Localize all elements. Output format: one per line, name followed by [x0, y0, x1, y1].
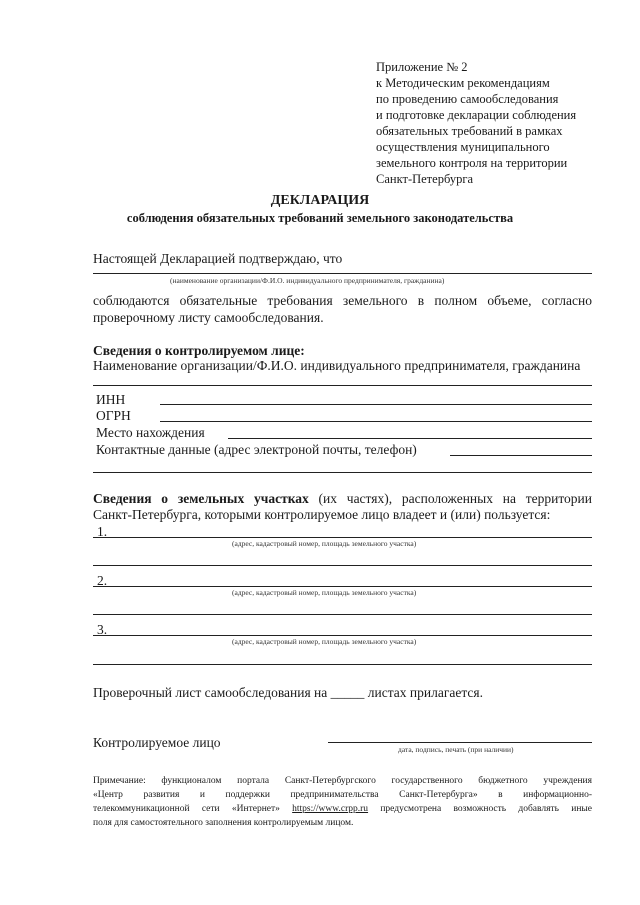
document-subtitle: соблюдения обязательных требований земельного законодательства	[126, 211, 514, 225]
ogrn-label: ОГРН	[96, 408, 131, 423]
note-word: Санкт-Петербурга»	[399, 790, 478, 800]
appendix-line: к Методическим рекомендациям	[376, 76, 550, 90]
note-word: информационно-	[523, 790, 592, 800]
plots-heading-rest: (их частях), расположенных на территории	[318, 491, 592, 506]
note-word: в	[498, 790, 503, 800]
signature-label: Контролируемое лицо	[93, 735, 221, 750]
checklist-text: Проверочный лист самообследования на _____ листах прилагается.	[93, 685, 483, 700]
controlled-name-line[interactable]	[93, 385, 592, 386]
note-block	[93, 774, 592, 830]
plot-number: 1.	[97, 524, 108, 539]
signature-line[interactable]	[328, 742, 592, 743]
note-line-3-before: телекоммуникационной сети «Интернет»	[93, 804, 280, 814]
org-name-caption: (наименование организации/Ф.И.О. индивидуального предпринимателя, гражданина)	[170, 276, 445, 285]
compliance-line-1: соблюдаются обязательные требования земельного в полном объеме, согласно	[93, 293, 592, 308]
appendix-line: по проведению самообследования	[376, 92, 559, 106]
location-line[interactable]	[228, 438, 592, 439]
plot-3-line-2[interactable]	[93, 664, 592, 665]
inn-line[interactable]	[160, 404, 592, 405]
contacts-line[interactable]	[450, 455, 592, 456]
document-title: ДЕКЛАРАЦИЯ	[270, 193, 370, 208]
note-line-1: Примечание: функционалом портала Санкт-Петербургского государственного бюджетного учреждения	[93, 776, 592, 786]
plot-number: 2.	[97, 573, 108, 588]
location-label: Место нахождения	[96, 425, 205, 440]
controlled-heading: Сведения о контролируемом лице:	[93, 343, 305, 358]
plots-heading-bold: Сведения о земельных участках	[93, 491, 309, 506]
note-word: и	[199, 790, 205, 800]
org-name-line[interactable]	[93, 273, 592, 274]
signature-caption: дата, подпись, печать (при наличии)	[398, 745, 514, 754]
plot-2-caption: (адрес, кадастровый номер, площадь земельного участка)	[232, 588, 417, 597]
crpp-link[interactable]: https://www.crpp.ru	[292, 804, 369, 814]
appendix-block	[376, 59, 576, 187]
appendix-line: обязательных требований в рамках	[376, 124, 563, 138]
inn-label: ИНН	[96, 392, 126, 407]
plot-1-caption: (адрес, кадастровый номер, площадь земельного участка)	[232, 539, 417, 548]
plot-3-caption: (адрес, кадастровый номер, площадь земельного участка)	[232, 637, 417, 646]
plot-2-line[interactable]	[93, 586, 592, 587]
note-word: поддержки	[225, 790, 270, 800]
plots-heading-line-2: Санкт-Петербурга, которыми контролируемое лицо владеет и (или) пользуется:	[93, 507, 551, 522]
note-word: «Центр	[93, 790, 123, 800]
appendix-line: Санкт-Петербурга	[376, 172, 474, 186]
note-line-4: поля для самостоятельного заполнения контролируемым лицом.	[93, 818, 354, 828]
note-line-2	[93, 788, 592, 802]
plot-number: 3.	[97, 622, 108, 637]
controlled-name-label: Наименование организации/Ф.И.О. индивидуального предпринимателя, гражданина	[93, 358, 581, 373]
plot-1-line[interactable]	[93, 537, 592, 538]
appendix-line: земельного контроля на территории	[376, 156, 568, 170]
note-line-3-after: предусмотрена возможность добавлять иные	[380, 804, 592, 814]
contacts-label: Контактные данные (адрес электроной почты, телефон)	[96, 442, 417, 457]
plot-2-line-2[interactable]	[93, 614, 592, 615]
ogrn-line[interactable]	[160, 421, 592, 422]
plot-1-line-2[interactable]	[93, 565, 592, 566]
compliance-line-2: проверочному листу самообследования.	[93, 310, 324, 325]
confirm-text: Настоящей Декларацией подтверждаю, что	[93, 251, 343, 266]
contacts-line-2[interactable]	[93, 472, 592, 473]
appendix-line: Приложение № 2	[376, 60, 468, 74]
note-line-3	[93, 802, 592, 816]
note-word: предпринимательства	[290, 790, 379, 800]
plot-3-line[interactable]	[93, 635, 592, 636]
plots-heading	[93, 490, 592, 507]
note-word: развития	[143, 790, 180, 800]
appendix-line: осуществления муниципального	[376, 140, 550, 154]
appendix-line: и подготовке декларации соблюдения	[376, 108, 577, 122]
